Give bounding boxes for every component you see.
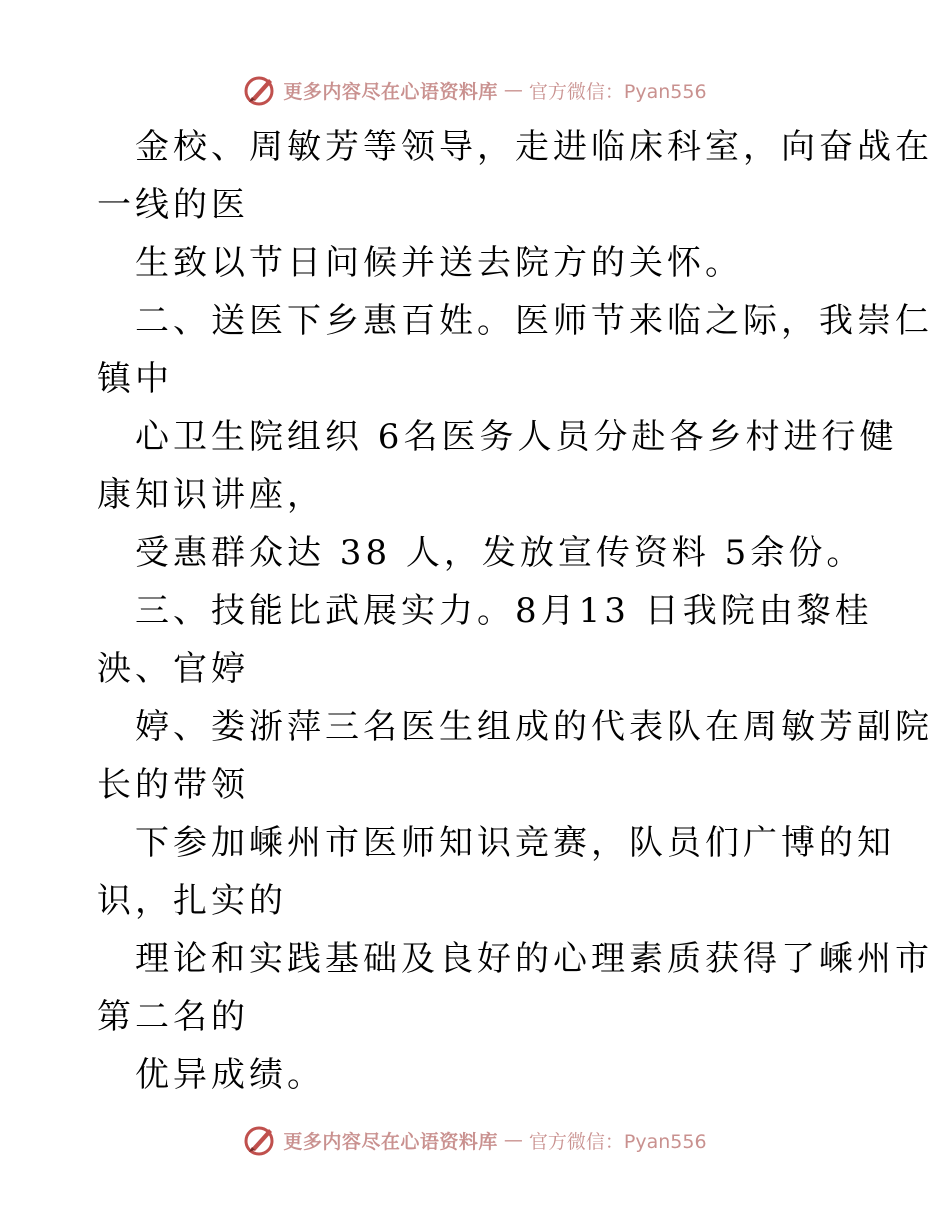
body-text-line: 心卫生院组织 6名医务人员分赴各乡村进行健: [135, 417, 898, 457]
body-text-line: 一线的医: [97, 185, 249, 225]
body-text-line: 泱、官婷: [97, 649, 249, 689]
body-text-line: 下参加嵊州市医师知识竞赛，队员们广博的知: [135, 823, 895, 863]
body-text-line: 金校、周敏芳等领导，走进临床科室，向奋战在: [135, 127, 933, 167]
body-text-line: 二、送医下乡惠百姓。医师节来临之际，我崇仁: [135, 301, 933, 341]
body-text-line: 理论和实践基础及良好的心理素质获得了嵊州市: [135, 939, 933, 979]
footer-banner-title: 更多内容尽在心语资料库: [283, 1130, 498, 1153]
document-body: [97, 118, 933, 1104]
header-banner: [0, 70, 950, 110]
body-text-line: 三、技能比武展实力。8月13 日我院由黎桂: [135, 591, 873, 631]
header-banner-inner: [243, 73, 706, 107]
header-banner-dash: —: [503, 79, 523, 101]
body-text-line: 优异成绩。: [135, 1055, 325, 1095]
footer-banner-wechat: 官方微信：Pyan556: [528, 1130, 707, 1153]
header-banner-title: 更多内容尽在心语资料库: [283, 80, 498, 103]
body-text-line: 第二名的: [97, 997, 249, 1037]
body-text-line: 识，扎实的: [97, 881, 287, 921]
body-text-line: 康知识讲座，: [97, 475, 325, 515]
quill-pen-logo-icon: [243, 1123, 277, 1157]
body-text-line: 婷、娄浙萍三名医生组成的代表队在周敏芳副院: [135, 707, 933, 747]
body-text-line: 生致以节日问候并送去院方的关怀。: [135, 243, 743, 283]
body-text-line: 镇中: [97, 359, 173, 399]
footer-banner-inner: [243, 1123, 706, 1157]
body-text-line: 受惠群众达 38 人，发放宣传资料 5余份。: [135, 533, 865, 573]
header-banner-wechat: 官方微信：Pyan556: [528, 80, 707, 103]
footer-banner: [0, 1120, 950, 1160]
quill-pen-logo-icon: [243, 73, 277, 107]
body-text-line: 长的带领: [97, 765, 249, 805]
footer-banner-dash: —: [503, 1129, 523, 1151]
